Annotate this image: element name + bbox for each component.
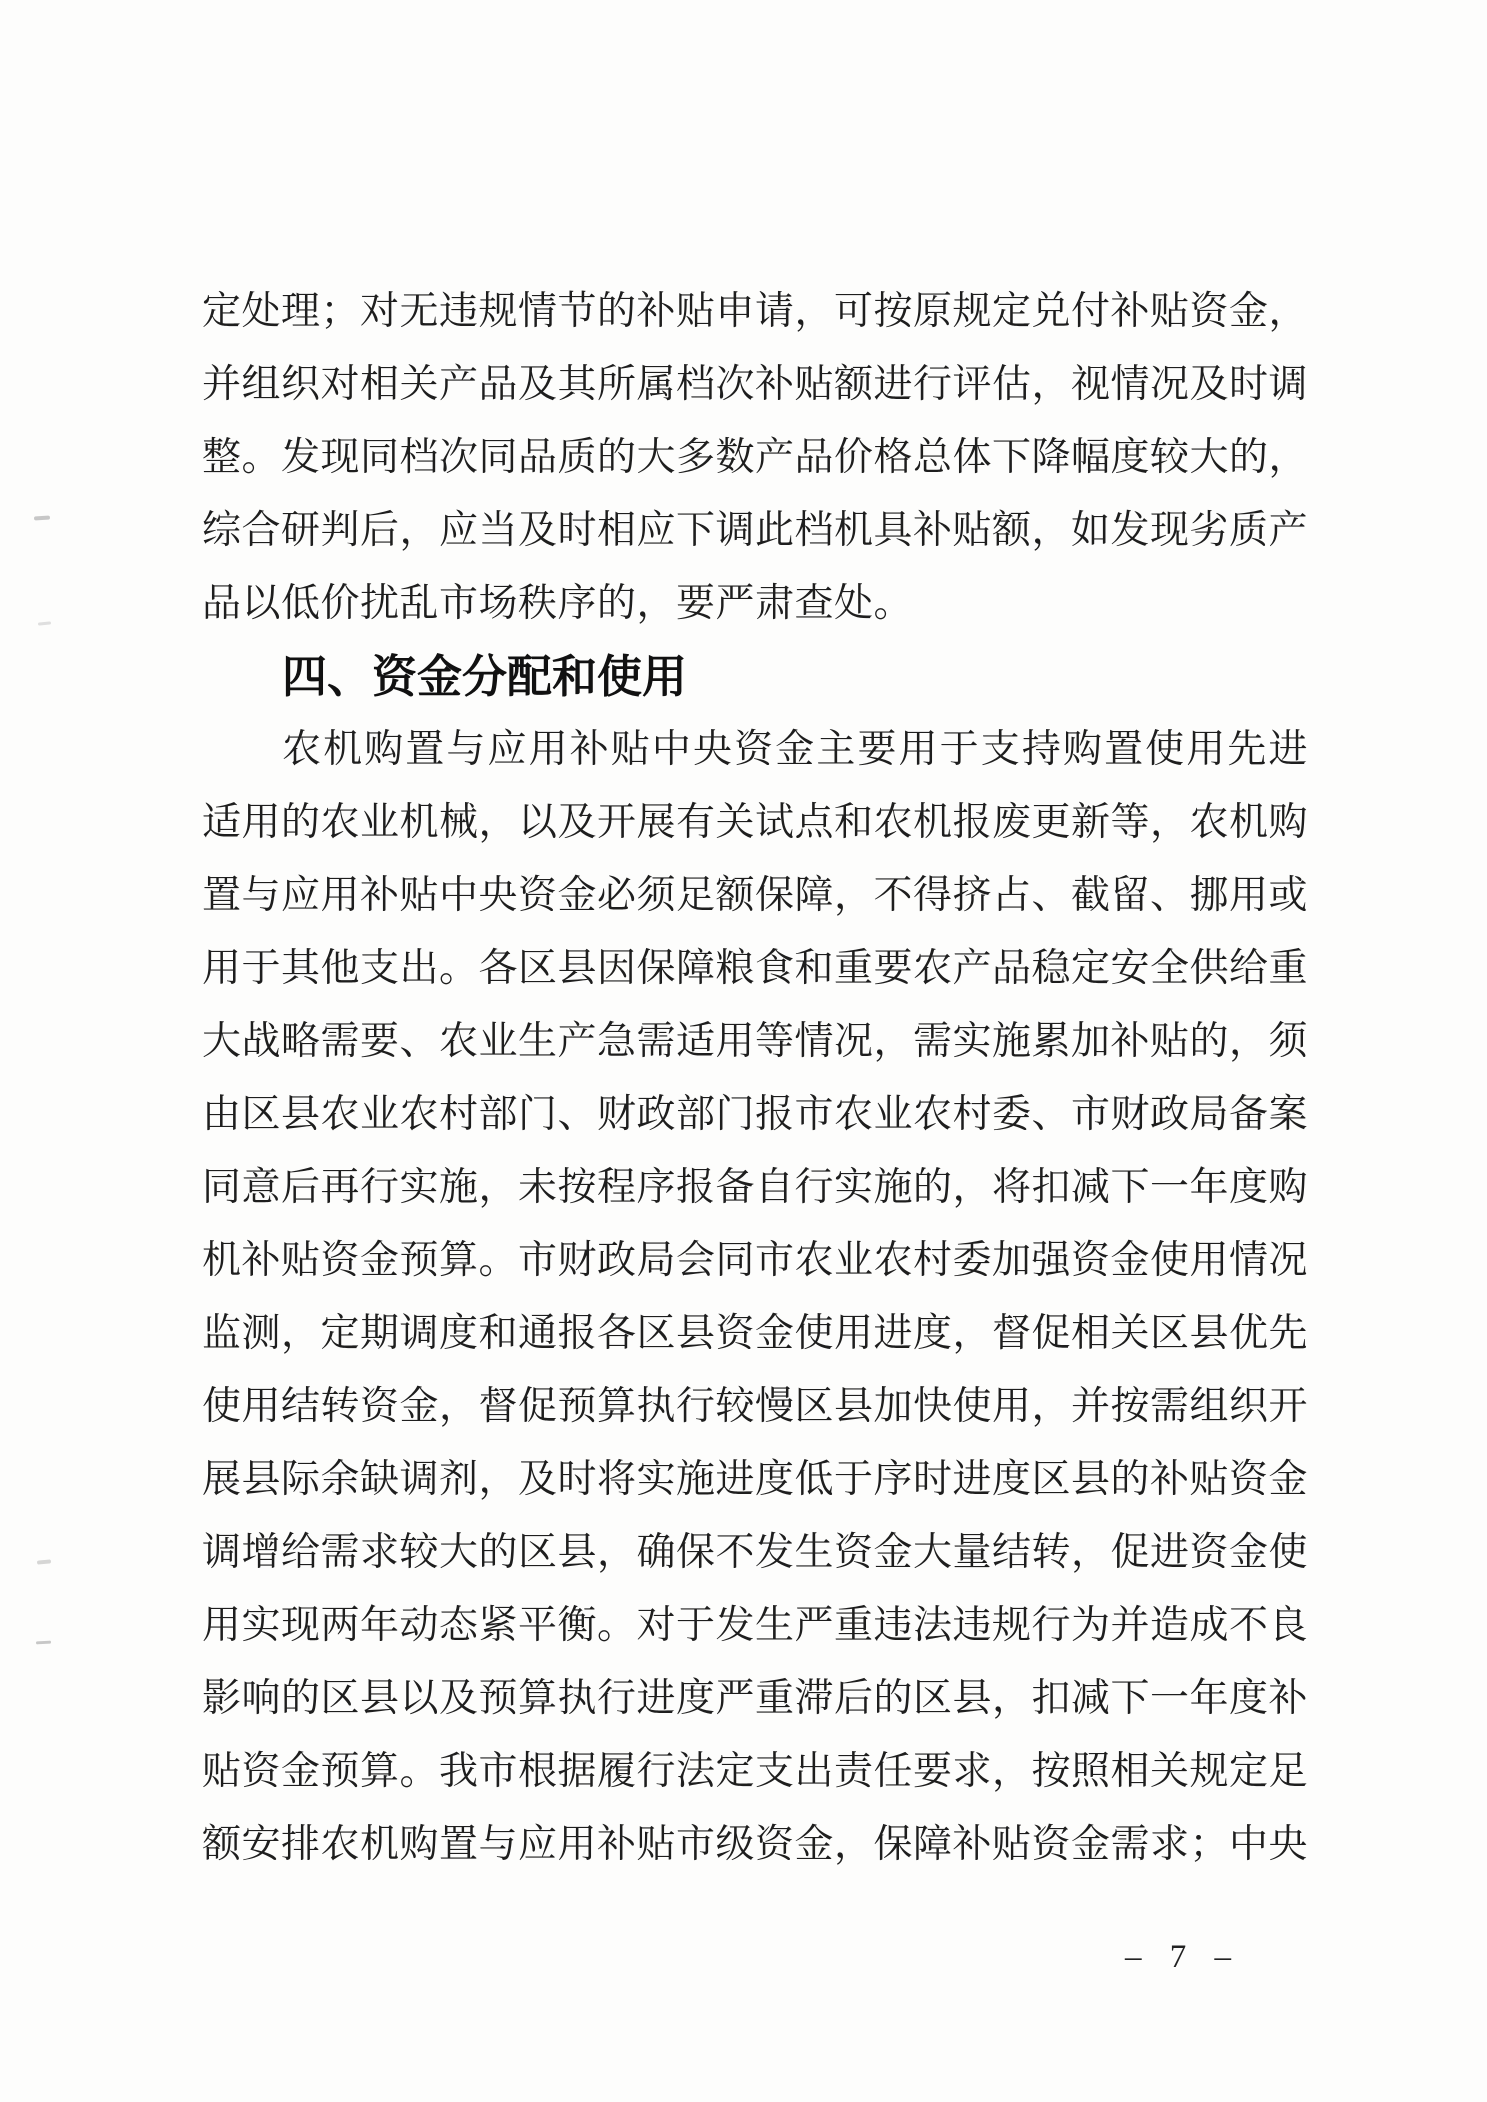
text-line: 定处理；对无违规情节的补贴申请，可按原规定兑付补贴资金， — [202, 290, 1308, 333]
page-number: – 7 – — [1125, 1939, 1241, 1975]
text-line: 置与应用补贴中央资金必须足额保障，不得挤占、截留、挪用或 — [202, 874, 1308, 917]
text-line: 整。发现同档次同品质的大多数产品价格总体下降幅度较大的， — [202, 436, 1308, 479]
text-line: 影响的区县以及预算执行进度严重滞后的区县，扣减下一年度补 — [202, 1677, 1308, 1720]
text-line: 使用结转资金，督促预算执行较慢区县加快使用，并按需组织开 — [202, 1385, 1308, 1428]
text-line: 由区县农业农村部门、财政部门报市农业农村委、市财政局备案 — [202, 1093, 1308, 1136]
text-line: 额安排农机购置与应用补贴市级资金，保障补贴资金需求；中央 — [202, 1823, 1308, 1866]
text-line: 适用的农业机械，以及开展有关试点和农机报废更新等，农机购 — [202, 801, 1308, 844]
text-line: 综合研判后，应当及时相应下调此档机具补贴额，如发现劣质产 — [202, 509, 1308, 552]
text-line: 同意后再行实施，未按程序报备自行实施的，将扣减下一年度购 — [202, 1166, 1308, 1209]
scan-artifact — [37, 1559, 51, 1564]
text-line: 展县际余缺调剂，及时将实施进度低于序时进度区县的补贴资金 — [202, 1458, 1308, 1501]
text-line: 并组织对相关产品及其所属档次补贴额进行评估，视情况及时调 — [202, 363, 1308, 406]
text-line: 监测，定期调度和通报各区县资金使用进度，督促相关区县优先 — [202, 1312, 1308, 1355]
text-line: 用于其他支出。各区县因保障粮食和重要农产品稳定安全供给重 — [202, 947, 1308, 990]
paragraph-continuation — [202, 275, 1308, 640]
text-line: 大战略需要、农业生产急需适用等情况，需实施累加补贴的，须 — [202, 1020, 1308, 1063]
scan-artifact — [36, 1641, 51, 1645]
scan-artifact — [34, 515, 50, 520]
document-body — [202, 275, 1308, 1881]
paragraph-fund-allocation — [202, 713, 1308, 1881]
text-line: 农机购置与应用补贴中央资金主要用于支持购置使用先进 — [282, 728, 1308, 771]
text-line: 品以低价扰乱市场秩序的，要严肃查处。 — [202, 582, 914, 625]
scan-artifact — [38, 621, 51, 625]
text-line: 贴资金预算。我市根据履行法定支出责任要求，按照相关规定足 — [202, 1750, 1308, 1793]
section-heading: 四、资金分配和使用 — [282, 651, 688, 702]
text-line: 机补贴资金预算。市财政局会同市农业农村委加强资金使用情况 — [202, 1239, 1308, 1282]
text-line: 用实现两年动态紧平衡。对于发生严重违法违规行为并造成不良 — [202, 1604, 1308, 1647]
text-line: 调增给需求较大的区县，确保不发生资金大量结转，促进资金使 — [202, 1531, 1308, 1574]
